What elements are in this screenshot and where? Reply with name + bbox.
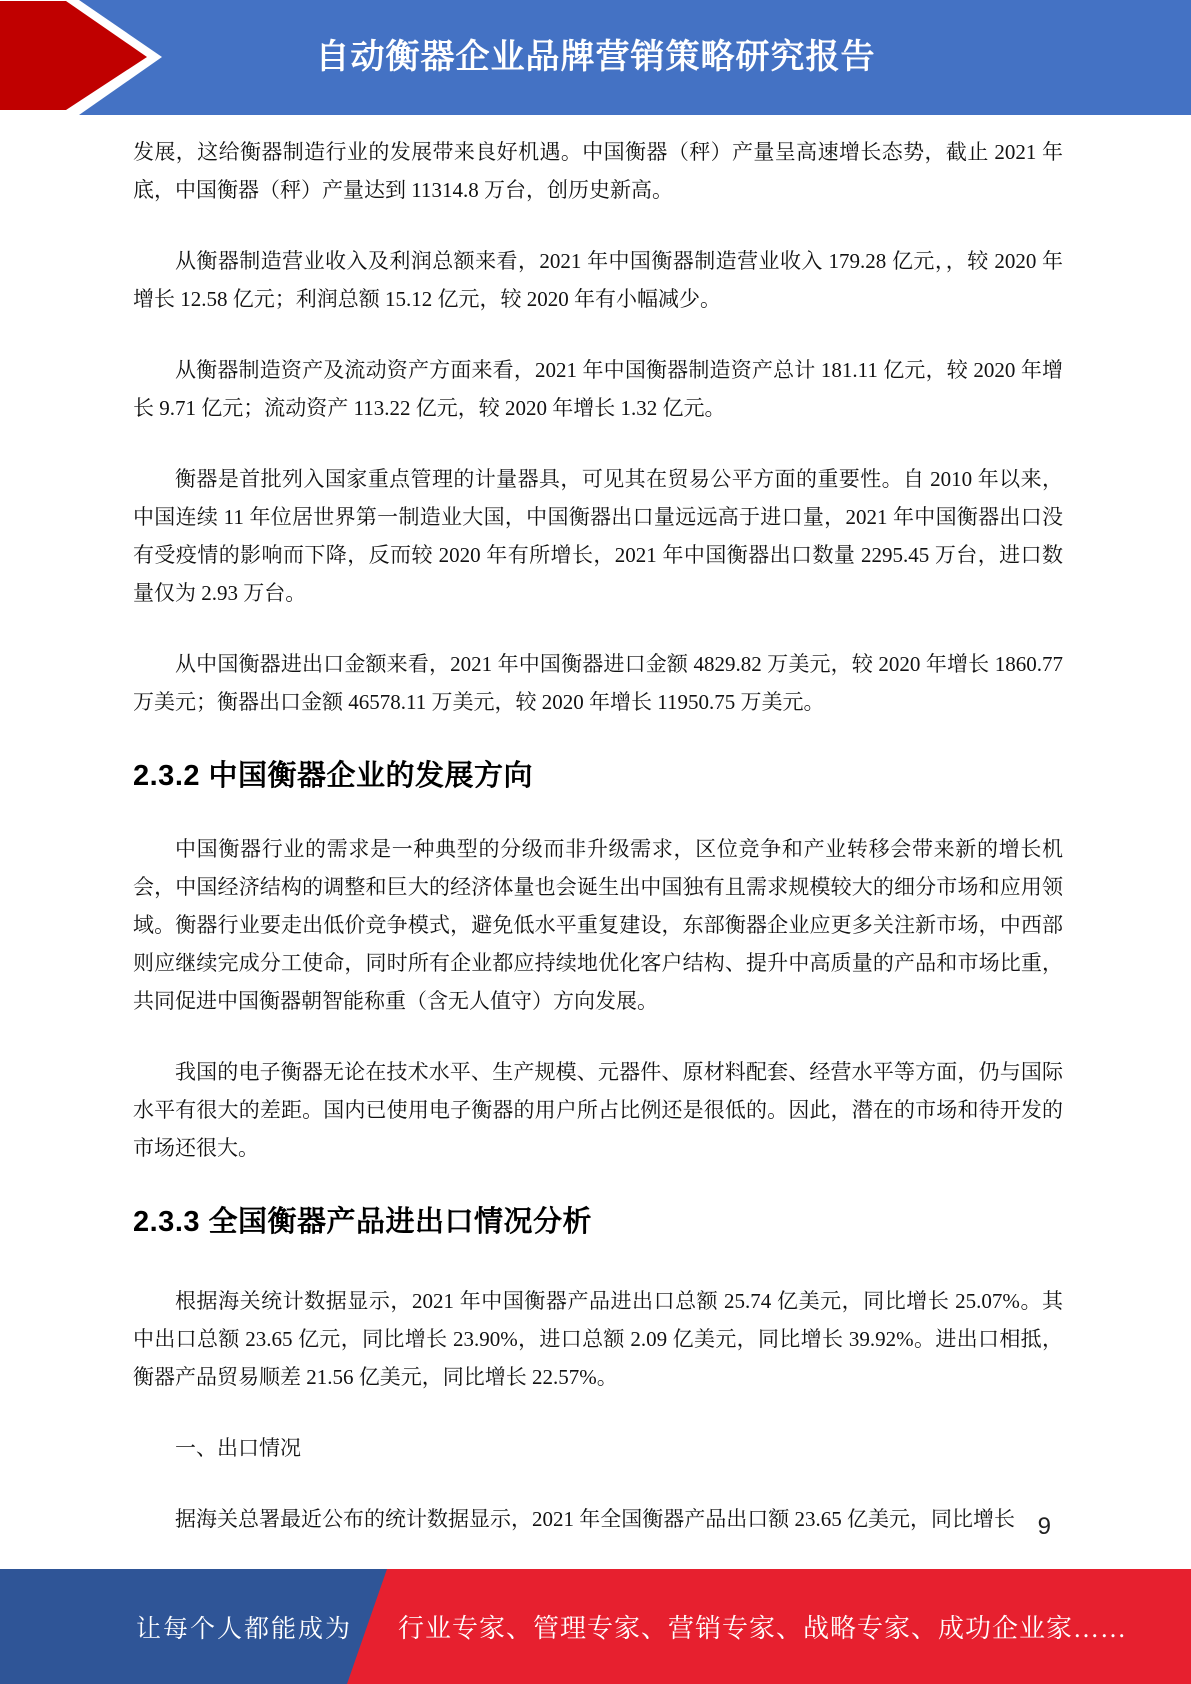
paragraph: 从中国衡器进出口金额来看，2021 年中国衡器进口金额 4829.82 万美元，较 2020 年增长 1860.77 万美元；衡器出口金额 46578.11 万美元，较 2020 年增长 11950.75 万美元。: [133, 652, 1063, 714]
paragraph: 根据海关统计数据显示，2021 年中国衡器产品进出口总额 25.74 亿美元，同比增长 25.07%。其中出口总额 23.65 亿元，同比增长 23.90%，进口总额 2.09 亿美元，同比增长 39.92%。进出口相抵，衡器产品贸易顺差 21.56 亿美元，同比增长 22.57%。: [133, 1289, 1063, 1389]
paragraph: 发展，这给衡器制造行业的发展带来良好机遇。中国衡器（秤）产量呈高速增长态势，截止 2021 年底，中国衡器（秤）产量达到 11314.8 万台，创历史新高。: [133, 140, 1063, 202]
paragraph: 从衡器制造营业收入及利润总额来看，2021 年中国衡器制造营业收入 179.28 亿元，，较 2020 年增长 12.58 亿元；利润总额 15.12 亿元，较 2020 年有小幅减少。: [133, 249, 1063, 311]
footer-slogan-right: 行业专家、管理专家、营销专家、战略专家、成功企业家……: [398, 1614, 1128, 1643]
footer-slogan-left: 让每个人都能成为: [135, 1615, 352, 1643]
list-subheading: 一、出口情况: [175, 1436, 301, 1460]
paragraph: 我国的电子衡器无论在技术水平、生产规模、元器件、原材料配套、经营水平等方面，仍与国际水平有很大的差距。国内已使用电子衡器的用户所占比例还是很低的。因此，潜在的市场和待开发的市场还很大。: [133, 1060, 1063, 1160]
paragraph: 衡器是首批列入国家重点管理的计量器具，可见其在贸易公平方面的重要性。自 2010 年以来，中国连续 11 年位居世界第一制造业大国，中国衡器出口量远远高于进口量，2021 年中国衡器出口没有受疫情的影响而下降，反而较 2020 年有所增长，2021 年中国衡器出口数量 2295.45 万台，进口数量仅为 2.93 万台。: [133, 467, 1063, 605]
section-heading-232: 2.3.2 中国衡器企业的发展方向: [133, 760, 534, 792]
report-title: 自动衡器企业品牌营销策略研究报告: [315, 37, 876, 76]
page-number: 9: [1037, 1513, 1051, 1540]
paragraph: 从衡器制造资产及流动资产方面来看，2021 年中国衡器制造资产总计 181.11 亿元，较 2020 年增长 9.71 亿元；流动资产 113.22 亿元，较 2020 年增长 1.32 亿元。: [133, 358, 1063, 420]
document-body: [133, 115, 1063, 1571]
paragraph: 中国衡器行业的需求是一种典型的分级而非升级需求，区位竞争和产业转移会带来新的增长机会，中国经济结构的调整和巨大的经济体量也会诞生出中国独有且需求规模较大的细分市场和应用领域。衡器行业要走出低价竞争模式，避免低水平重复建设，东部衡器企业应更多关注新市场，中西部则应继续完成分工使命，同时所有企业都应持续地优化客户结构、提升中高质量的产品和市场比重，共同促进中国衡器朝智能称重（含无人值守）方向发展。: [133, 837, 1063, 1013]
footer: [0, 1569, 1191, 1684]
section-heading-233: 2.3.3 全国衡器产品进出口情况分析: [133, 1206, 593, 1238]
paragraph: 据海关总署最近公布的统计数据显示，2021 年全国衡器产品出口额 23.65 亿美元，同比增长: [175, 1507, 1015, 1531]
